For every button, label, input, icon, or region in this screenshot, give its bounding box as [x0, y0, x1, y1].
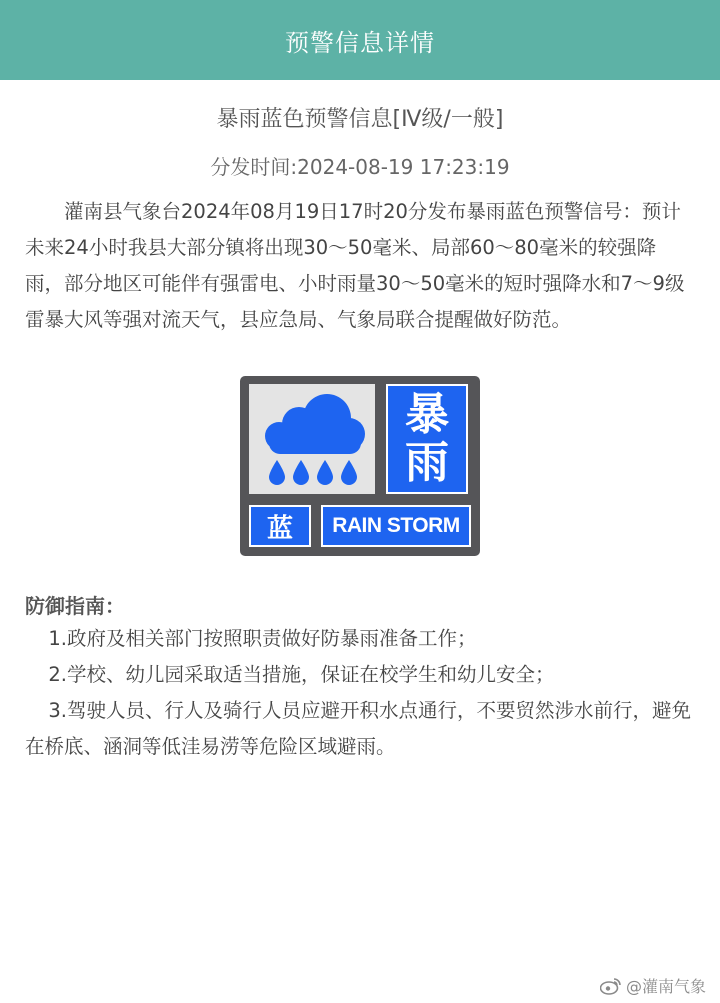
issue-time: 分发时间:2024-08-19 17:23:19: [210, 155, 510, 179]
watermark: [600, 974, 706, 997]
sign-english-text: RAIN STORM: [332, 514, 460, 537]
guide-list: [25, 621, 695, 765]
warning-title: 暴雨蓝色预警信息[Ⅳ级/一般]: [216, 107, 504, 132]
warning-content: 灌南县气象台2024年08月19日17时20分发布暴雨蓝色预警信号：预计未来24小时我县大部分镇将出现30～50毫米、局部60～80毫米的较强降雨，部分地区可能伴有强雷电、小时雨量30～50毫米的短时强降水和7～9级雷暴大风等强对流天气，县应急局、气象局联合提醒做好防范。: [25, 200, 685, 331]
page-title: 预警信息详情: [285, 28, 435, 57]
rainstorm-blue-warning-sign: [240, 376, 480, 556]
english-label-panel: [321, 505, 471, 547]
rain-cloud-icon: [249, 384, 375, 494]
sign-level-char: 蓝: [266, 513, 293, 544]
header-bar: [0, 0, 720, 80]
level-color-panel: [249, 505, 311, 547]
warning-sign-container: [0, 376, 720, 556]
sign-char-bao: 暴: [405, 389, 449, 440]
rainstorm-label-panel: [386, 384, 468, 494]
guide-item-3: 3.驾驶人员、行人及骑行人员应避开积水点通行，不要贸然涉水前行，避免在桥底、涵洞等低洼易涝等危险区域避雨。: [25, 699, 691, 758]
guide-item-2: 2.学校、幼儿园采取适当措施，保证在校学生和幼儿安全；: [48, 663, 555, 686]
weibo-icon: [600, 977, 622, 995]
defense-guide: [25, 590, 695, 765]
guide-title: 防御指南：: [25, 594, 125, 618]
sign-char-yu: 雨: [405, 437, 449, 488]
watermark-text: @灌南气象: [625, 977, 706, 996]
guide-item-1: 1.政府及相关部门按照职责做好防暴雨准备工作；: [48, 627, 477, 650]
